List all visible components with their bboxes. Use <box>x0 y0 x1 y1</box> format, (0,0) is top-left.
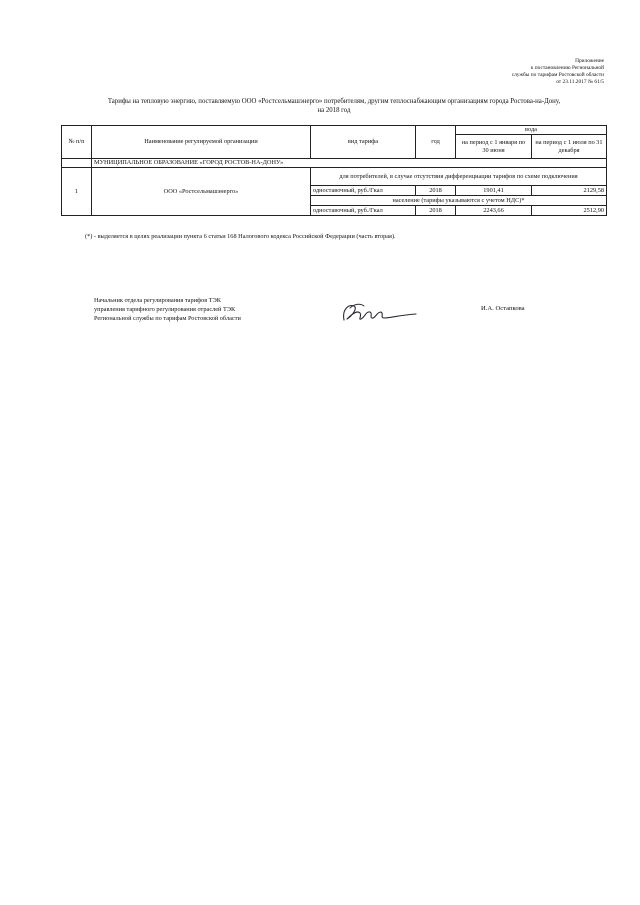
header-group-water: вода <box>456 126 607 135</box>
position-line: Региональной службы по тарифам Ростовской области <box>94 315 241 322</box>
appendix-line: от 23.11.2017 № 61/5 <box>556 79 604 85</box>
row2-year: 2018 <box>416 206 456 216</box>
header-year: год <box>416 126 456 159</box>
municipality-row: МУНИЦИПАЛЬНОЕ ОБРАЗОВАНИЕ «ГОРОД РОСТОВ-НА-ДОНУ» <box>92 159 607 168</box>
section-population: население (тарифы указываются с учетом НДС)* <box>311 196 607 206</box>
row2-tariff-type: одноставочный, руб./Гкал <box>311 206 416 216</box>
header-period-1: на период с 1 января по 30 июня <box>456 135 532 159</box>
row1-value-2: 2129,58 <box>532 186 607 196</box>
row2-value-2: 2512,90 <box>532 206 607 216</box>
signer-name: И.А. Остапкова <box>481 305 525 312</box>
position-line: управления тарифного регулирования отраслей ТЭК <box>94 306 236 313</box>
header-organization: Наименование регулируемой организации <box>92 126 311 159</box>
footnote: (*) - выделяется в целях реализации пункта 6 статьи 168 Налогового кодекса Российской Федерации (часть вторая). <box>85 233 396 240</box>
document-title <box>60 97 608 115</box>
tariff-table <box>61 125 607 216</box>
signature-position <box>94 296 241 323</box>
appendix-header <box>512 58 604 86</box>
row1-tariff-type: одноставочный, руб./Гкал <box>311 186 416 196</box>
row1-year: 2018 <box>416 186 456 196</box>
section-consumers: для потребителей, в случае отсутствия дифференциации тарифов по схеме подключения <box>311 168 607 186</box>
handwritten-signature-icon <box>338 300 418 326</box>
header-num: № п/п <box>62 126 92 159</box>
appendix-line: службы по тарифам Ростовской области <box>511 72 604 78</box>
appendix-line: к постановлению Региональной <box>530 65 604 71</box>
municipality-spacer <box>62 159 92 168</box>
header-tariff-type: вид тарифа <box>311 126 416 159</box>
row1-value-1: 1901,41 <box>456 186 532 196</box>
row-number: 1 <box>62 168 92 216</box>
position-line: Начальник отдела регулирования тарифов ТЭК <box>94 297 221 304</box>
header-period-2: на период с 1 июля по 31 декабря <box>532 135 607 159</box>
appendix-line: Приложение <box>575 58 604 64</box>
row2-value-1: 2243,66 <box>456 206 532 216</box>
title-line-1: Тарифы на тепловую энергию, поставляемую ООО «Ростсельмашэнерго» потребителям, другим теплоснабжающим организациям города Ростова-на-Дону, <box>107 98 561 105</box>
title-line-2: на 2018 год <box>317 107 351 114</box>
organization-name: ООО «Ростсельмашэнерго» <box>92 168 311 216</box>
